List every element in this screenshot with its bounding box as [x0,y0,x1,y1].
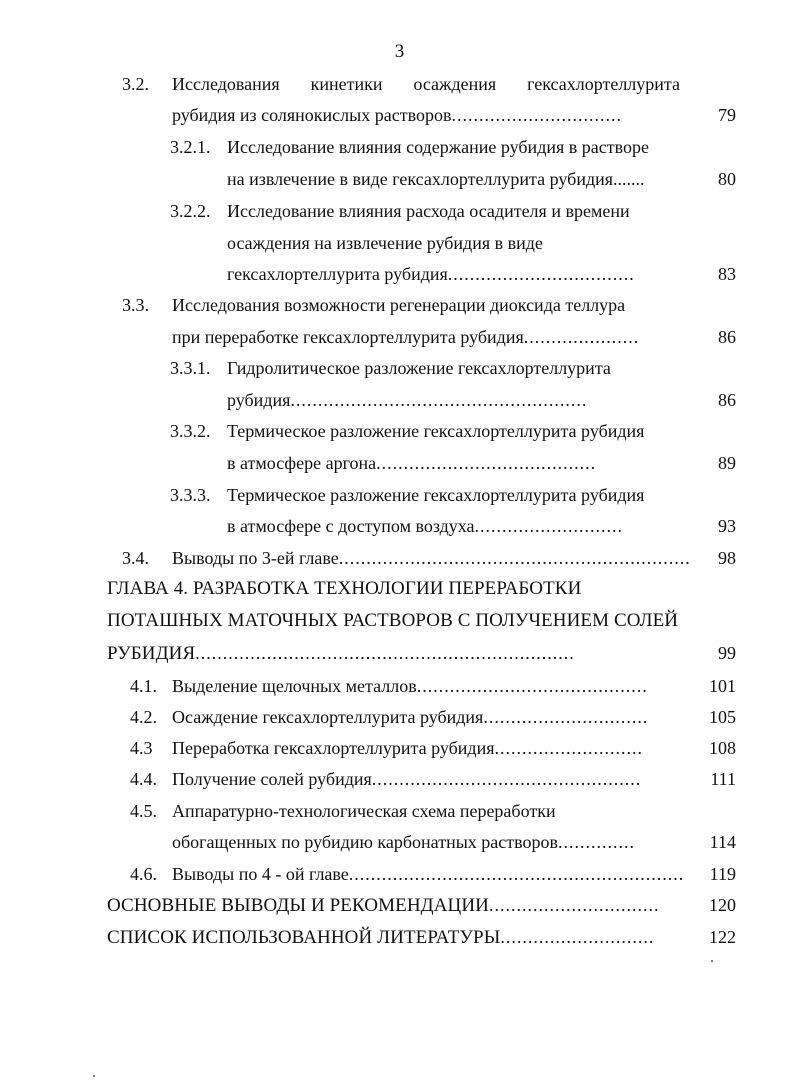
toc-page: 80 [718,169,736,189]
toc-number: 3.2.1. [170,137,211,157]
toc-page: 101 [709,676,736,696]
toc-number: 3.4. [122,548,149,568]
toc-title: осаждения на извлечение рубидия в виде [227,233,543,253]
toc-page: 114 [709,832,736,852]
toc-title: на извлечение в виде гексахлортеллурита рубидия....... [227,169,645,189]
toc-number: 4.3 [130,738,153,758]
toc-title: Переработка гексахлортеллурита рубидия........................... [172,738,644,758]
chapter-heading: ГЛАВА 4. РАЗРАБОТКА ТЕХНОЛОГИИ ПЕРЕРАБОТКИ [107,578,582,599]
toc-title: в атмосфере аргона........................................ [227,453,597,473]
toc-number: 4.6. [130,864,157,884]
toc-page: 86 [718,390,736,410]
toc-title: Гидролитическое разложение гексахлортеллурита [227,358,611,378]
toc-number: 3.2.2. [170,201,211,221]
toc-title: Выводы по 4 - ой главе............................................................. [172,864,685,884]
toc-page: 79 [718,105,736,125]
toc-page: 108 [709,738,736,758]
toc-page: 120 [709,895,736,915]
toc-number: 3.3. [122,295,149,315]
toc-title: в атмосфере с доступом воздуха........................... [227,516,624,536]
toc-number: 4.1. [130,676,157,696]
toc-title: обогащенных по рубидию карбонатных растворов.............. [172,832,636,852]
chapter-heading: ПОТАШНЫХ МАТОЧНЫХ РАСТВОРОВ С ПОЛУЧЕНИЕМ СОЛЕЙ [107,610,679,631]
toc-page: 98 [718,548,736,568]
toc-number: 3.2. [122,74,149,94]
toc-title: Осаждение гексахлортеллурита рубидия.............................. [172,707,649,727]
toc-title: Термическое разложение гексахлортеллурита рубидия [227,421,645,441]
chapter-heading: РУБИДИЯ..................................................................... [107,643,575,664]
toc-number: 4.4. [130,769,157,789]
toc-page: 99 [718,643,736,663]
toc-title: при переработке гексахлортеллурита рубидия..................... [172,327,640,347]
toc-section: ОСНОВНЫЕ ВЫВОДЫ И РЕКОМЕНДАЦИИ............................... [107,895,660,916]
toc-title: Термическое разложение гексахлортеллурита рубидия [227,485,645,505]
toc-title: Выводы по 3-ей главе................................................................ [172,548,691,568]
toc-number: 4.2. [130,707,157,727]
toc-page: 105 [709,707,736,727]
toc-number: 3.3.2. [170,421,211,441]
toc-title: Исследование влияния расхода осадителя и времени [227,201,630,221]
toc-page: 86 [718,327,736,347]
toc-page: 89 [718,453,736,473]
toc-number: 4.5. [130,801,157,821]
toc-title: Исследования возможности регенерации диоксида теллура [172,295,626,315]
toc-number: 3.3.1. [170,358,211,378]
toc-page: 111 [710,769,736,789]
page-number: 3 [394,41,405,62]
toc-title: рубидия...................................................... [227,390,588,410]
toc-title: Выделение щелочных металлов.......................................... [172,676,648,696]
toc-section: СПИСОК ИСПОЛЬЗОВАННОЙ ЛИТЕРАТУРЫ............................ [107,927,655,948]
toc-title: Получение солей рубидия................................................. [172,769,642,789]
toc-title: Исследование влияния содержание рубидия в растворе [227,137,649,157]
scan-speck [711,960,713,962]
toc-title: Аппаратурно-технологическая схема переработки [172,801,556,821]
toc-page: 83 [718,264,736,284]
toc-title: рубидия из солянокислых растворов............................... [172,105,622,125]
scan-speck [93,1075,95,1077]
toc-page: 122 [709,927,736,947]
toc-title: гексахлортеллурита рубидия.................................. [227,264,635,284]
toc-page: 93 [718,516,736,536]
toc-page: 119 [709,864,736,884]
toc-number: 3.3.3. [170,485,211,505]
toc-title: Исследования кинетики осаждения гексахлортеллурита [172,74,680,94]
